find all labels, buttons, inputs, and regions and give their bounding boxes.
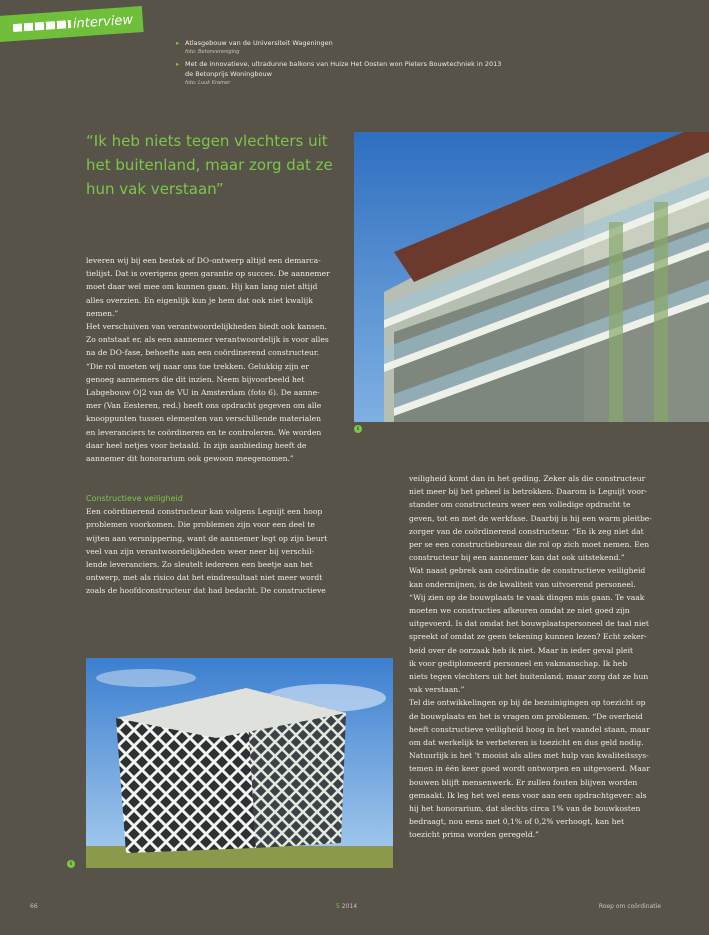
section-tab <box>0 6 144 42</box>
text-line: uitgevoerd. Is dat omdat het bouwplaatspersoneel de taal niet <box>409 619 649 629</box>
text-line: Zo ontstaat er, als een aannemer verantwoordelijk is voor alles <box>86 335 329 345</box>
text-line: moet daar wel mee om kunnen gaan. Hij kan lang niet altijd <box>86 282 318 292</box>
text-line: vak verstaan.” <box>409 685 465 695</box>
caption-text: Atlasgebouw van de Universiteit Wageningen <box>185 39 333 47</box>
paragraph <box>86 254 348 320</box>
caption-text: de Betonprijs Woningbouw <box>185 70 272 78</box>
photo-credit: foto: Betonvereniging <box>185 49 240 55</box>
text-line: “Wij zien op de bouwplaats te vaak dingen mis gaan. Te vaak <box>409 592 645 602</box>
text-line: mer (Van Eesteren, red.) heeft ons opdracht gegeven om alle <box>86 401 322 411</box>
page-number: 66 <box>30 903 38 910</box>
text-line: ontwerp, met als risico dat het eindresultaat niet meer wordt <box>86 573 323 583</box>
caption-balcony <box>176 59 556 69</box>
text-line: veel van zijn verantwoordelijkheden weer neer bij verschil- <box>86 546 315 556</box>
section-label: interview <box>72 12 134 32</box>
caption-atlas <box>176 38 556 48</box>
text-line: knooppunten tussen elementen van verschillende materialen <box>86 414 322 424</box>
text-line: “Die rol moeten wij naar ons toe trekken. Gelukkig zijn er <box>86 361 310 371</box>
text-line: Tel die ontwikkelingen op bij de bezuinigingen op toezicht op <box>409 698 646 708</box>
magazine-logo <box>13 20 71 32</box>
column-right <box>409 472 671 842</box>
text-line: aannemer dit honorarium ook gewoon meegenomen.” <box>86 454 294 464</box>
caption-balcony-cont <box>176 69 556 79</box>
text-line: na de DO-fase, behoefte aan een coördinerend constructeur. <box>86 348 320 358</box>
section-subheading: Constructieve veiligheid <box>86 494 183 504</box>
text-line: heeft constructieve veiligheid hoog in het vaandel staan, maar <box>409 724 650 734</box>
photo-number-badge: 6 <box>354 425 362 433</box>
text-line: temen in één keer goed wordt ontworpen en uitgevoerd. Maar <box>409 764 650 774</box>
text-line: niet meer bij het geheel is betrokken. Daarom is Leguijt voor- <box>409 487 648 497</box>
text-line: wijten aan versnippering, want de aannemer legt op zijn beurt <box>86 533 328 543</box>
paragraph <box>409 564 671 696</box>
text-line: veiligheid komt dan in het geding. Zeker als die constructeur <box>409 474 646 483</box>
photo-captions <box>176 38 556 90</box>
paragraph <box>409 472 671 564</box>
text-line: per se een constructiebureau die rol op zich moet nemen. Een <box>409 540 650 550</box>
paragraph <box>409 696 671 841</box>
text-line: stander om constructeurs weer een volledige opdracht te <box>409 500 631 510</box>
text-line: moeten we constructies afkeuren omdat ze niet goed zijn <box>409 606 630 616</box>
text-line: constructeur bij een aannemer kan dat ook uitstekend.” <box>409 553 625 563</box>
text-line: geven, tot en met de werkfase. Daarbij is hij een warm pleitbe- <box>409 513 652 523</box>
text-line: Natuurlijk is het ’t mooist als alles met hulp van kwaliteitssys- <box>409 751 649 761</box>
text-line: Een coördinerend constructeur kan volgens Leguijt een hoop <box>86 507 323 517</box>
running-title: Roep om coördinatie <box>598 903 661 910</box>
text-line: hij het honorarium, dat slechts circa 1% van de bouwkosten <box>409 804 641 814</box>
balcony-building-photo <box>354 132 709 422</box>
text-line: Het verschuiven van verantwoordelijkheden biedt ook kansen. <box>86 322 327 332</box>
text-line: tielijst. Dat is overigens geen garantie op succes. De aannemer <box>86 269 330 279</box>
text-line: de bouwplaats en het is vragen om problemen. “De overheid <box>409 711 643 721</box>
caption-bullet-icon: ▸ <box>176 39 180 47</box>
pull-quote: “Ik heb niets tegen vlechters uit het buitenland, maar zorg dat ze hun vak verstaan” <box>86 132 333 198</box>
atlas-building-photo <box>86 658 393 868</box>
column-left <box>86 254 348 598</box>
text-line: om dat werkelijk te verbeteren is toezicht en dus geld nodig. <box>409 738 644 748</box>
paragraph <box>86 320 348 465</box>
text-line: ik voor gediplomeerd personeel en vakmanschap. Ik heb <box>409 658 628 668</box>
text-line: gemaakt. Ik leg het wel eens voor aan een opdrachtgever: als <box>409 790 647 800</box>
text-line: lende leveranciers. Zo sleutelt iedereen een beetje aan het <box>86 560 313 570</box>
text-line: Wat naast gebrek aan coördinatie de constructieve veiligheid <box>409 566 646 576</box>
caption-text: Met de innovatieve, ultradunne balkons van Huize Het Oosten won Pieters Bouwtechniek in 2013 <box>185 60 502 68</box>
text-line: kan ondermijnen, is de kwaliteit van uitvoerend personeel. <box>409 579 636 589</box>
caption-bullet-icon: ▸ <box>176 60 180 68</box>
text-line: en leveranciers te coördineren en te controleren. We worden <box>86 427 322 437</box>
issue-year: 2014 <box>341 903 358 910</box>
text-line: bedraagt, nou eens met 0,1% of 0,2% verhoogt, kan het <box>409 817 625 827</box>
text-line: spreekt of omdat ze geen tekening kunnen lezen? Echt zeker- <box>409 632 647 642</box>
text-line: heid over de oorzaak heb ik niet. Maar in ieder geval pleit <box>409 645 634 655</box>
text-line: leveren wij bij een bestek of DO-ontwerp altijd een demarca- <box>86 256 321 265</box>
photo-number-badge: 6 <box>67 860 75 868</box>
text-line: nemen.” <box>86 308 119 318</box>
text-line: zoals de hoofdconstructeur dat had bedacht. De constructieve <box>86 586 326 596</box>
text-line: bouwen blijft mensenwerk. Er zullen fouten blijven worden <box>409 777 638 787</box>
photo-credit: foto: Luuk Kramer <box>185 80 231 86</box>
issue-number: 5 <box>336 903 340 910</box>
paragraph <box>86 505 348 597</box>
text-line: toezicht prima worden geregeld.” <box>409 830 539 840</box>
text-line: zorger van de coördinerend constructeur. “En ik zeg niet dat <box>409 526 644 536</box>
text-line: niets tegen vlechters uit het buitenland, maar zorg dat ze hun <box>409 672 649 682</box>
text-line: genoeg aannemers die dit inzien. Neem bijvoorbeeld het <box>86 374 305 384</box>
text-line: alles overzien. En eigenlijk kun je hem dat ook niet kwalijk <box>86 295 313 305</box>
text-line: problemen voorkomen. Die problemen zijn voor een deel te <box>86 520 315 530</box>
issue-label <box>336 903 357 910</box>
text-line: Labgebouw O|2 van de VU in Amsterdam (foto 6). De aanne- <box>86 388 320 398</box>
text-line: daar heel netjes voor betaald. In zijn aanbieding heeft de <box>86 440 307 450</box>
